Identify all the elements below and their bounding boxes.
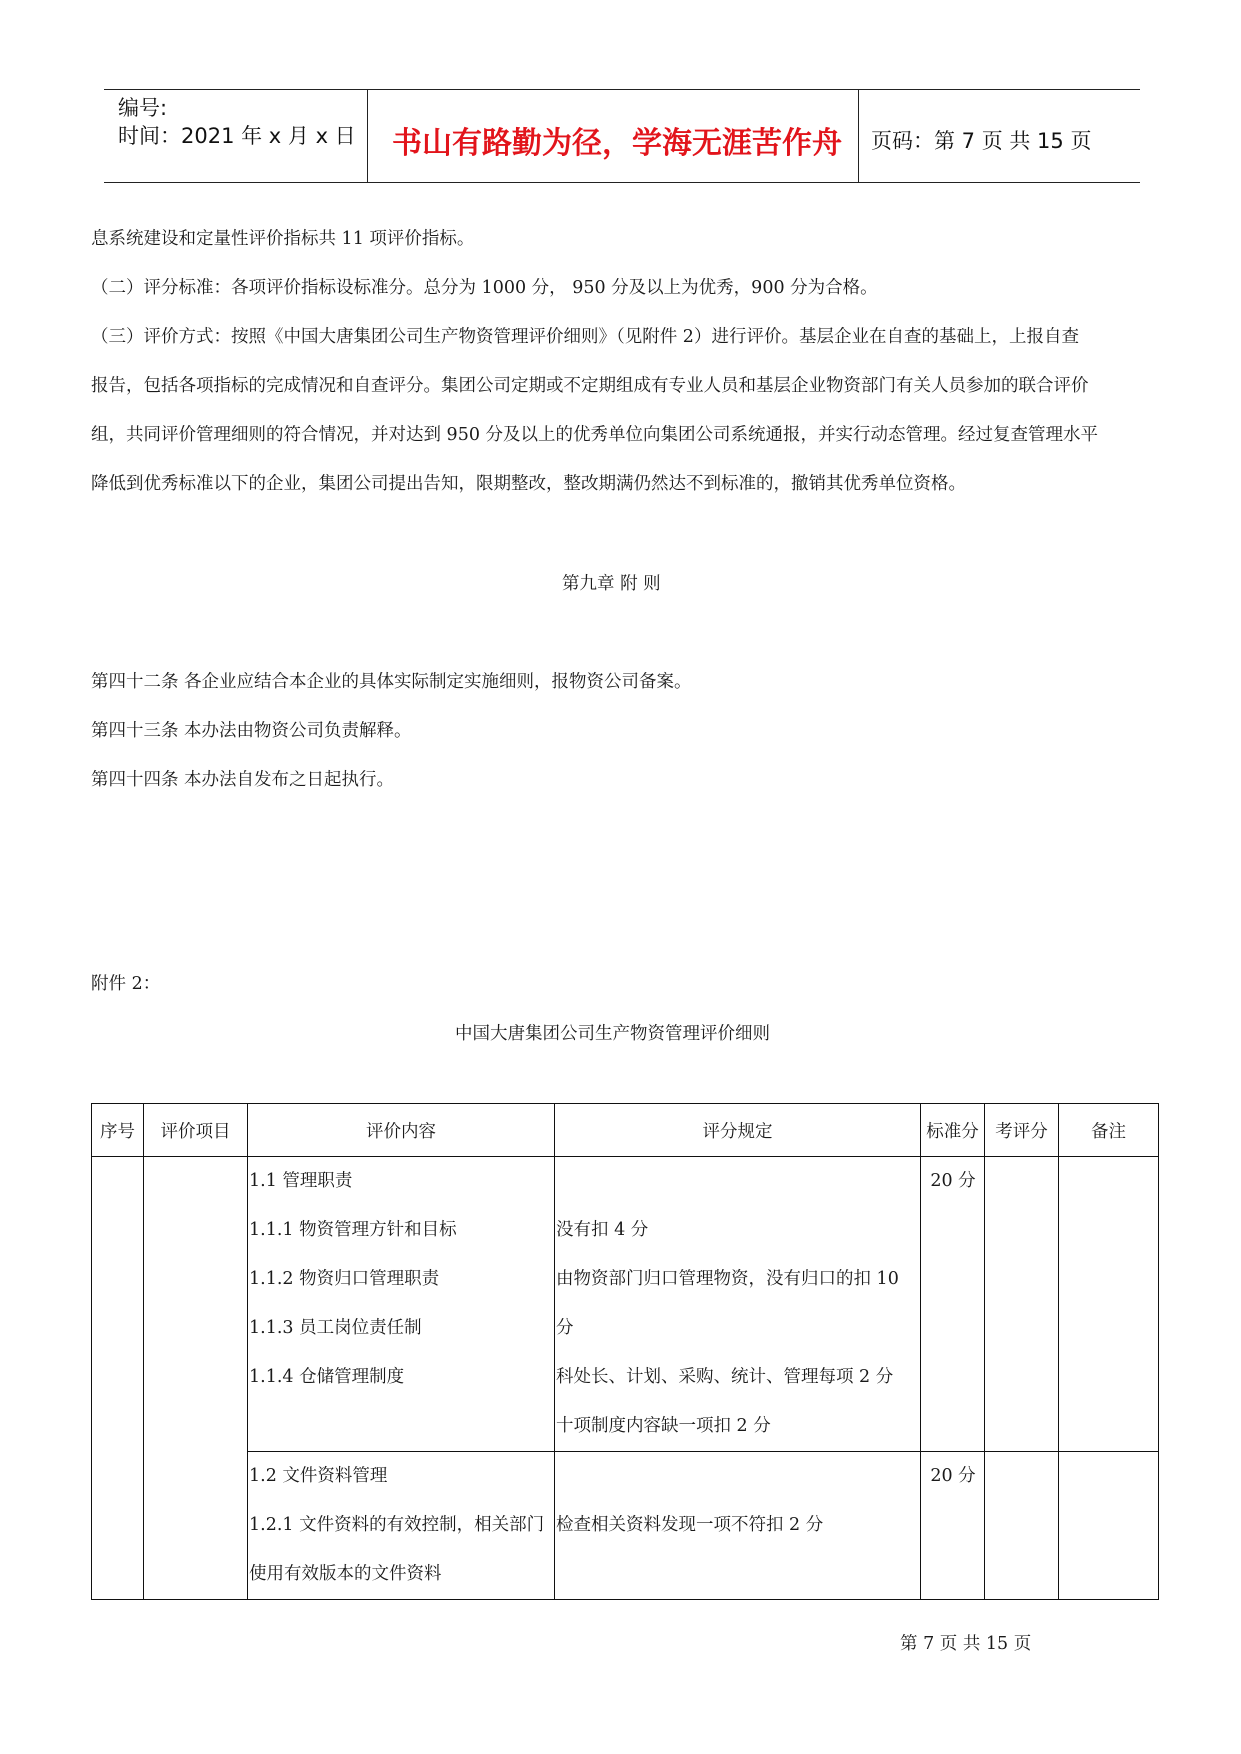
rule-line: 科处长、计划、采购、统计、管理每项 2 分 [556,1367,894,1387]
table-row [92,1452,1159,1600]
rule-line [555,1550,920,1599]
cell-assessed-score [985,1452,1059,1600]
header-bottom-rule [104,182,1140,183]
col-header-index: 序号 [92,1104,144,1157]
content-line: 1.2 文件资料管理 [249,1466,388,1486]
rule-line [555,1157,920,1206]
rule-line: 由物资部门归口管理物资，没有归口的扣 10 [556,1269,899,1289]
cell-content [248,1157,555,1452]
rule-line [555,1452,920,1501]
cell-standard-score [921,1157,985,1452]
content-line [248,1402,554,1451]
content-line: 1.1 管理职责 [249,1171,353,1191]
footer-page-number: 第 7 页 共 15 页 [900,1634,1032,1654]
table-header-row [92,1104,1159,1157]
header-divider-left [367,89,368,183]
cell-standard-score [921,1452,985,1600]
header-motto: 书山有路勤为径，学海无涯苦作舟 [392,126,842,161]
col-header-item: 评价项目 [144,1104,248,1157]
article-43: 第四十三条 本办法由物资公司负责解释。 [91,721,412,741]
paragraph-line: 降低到优秀标准以下的企业，集团公司提出告知，限期整改，整改期满仍然达不到标准的，撤销其优秀单位资格。 [91,474,966,494]
rule-line: 没有扣 4 分 [556,1220,649,1240]
paragraph-intro: 息系统建设和定量性评价指标共 11 项评价指标。 [91,229,475,249]
standard-score: 20 分 [930,1171,976,1191]
paragraph-scoring-standard: （二）评分标准：各项评价指标设标准分。总分为 1000 分， 950 分及以上为优秀，900 分为合格。 [91,278,878,298]
rule-line: 十项制度内容缺一项扣 2 分 [556,1416,771,1436]
attachment-label: 附件 2： [91,974,161,994]
paragraph-line: 组，共同评价管理细则的符合情况，并对达到 950 分及以上的优秀单位向集团公司系统通报，并实行动态管理。经过复查管理水平 [91,425,1099,445]
cell-remarks [1059,1452,1159,1600]
content-line: 1.1.1 物资管理方针和目标 [249,1220,457,1240]
content-line: 1.1.4 仓储管理制度 [249,1367,405,1387]
chapter-title: 第九章 附 则 [562,574,661,594]
standard-score: 20 分 [930,1466,976,1486]
paragraph-line: 报告，包括各项指标的完成情况和自查评分。集团公司定期或不定期组成有专业人员和基层企业物资部门有关人员参加的联合评价 [91,376,1089,396]
cell-index [92,1157,144,1600]
col-header-remarks: 备注 [1059,1104,1159,1157]
header-page-label: 页码：第 7 页 共 15 页 [871,129,1092,153]
article-44: 第四十四条 本办法自发布之日起执行。 [91,770,395,790]
header-serial-label: 编号: [118,96,168,120]
rule-line: 分 [556,1318,574,1338]
header-top-rule [104,89,1140,90]
header-divider-right [858,89,859,183]
cell-item [144,1157,248,1600]
attachment-title: 中国大唐集团公司生产物资管理评价细则 [455,1024,770,1044]
col-header-standard-score: 标准分 [921,1104,985,1157]
col-header-content: 评价内容 [248,1104,555,1157]
table-row [92,1157,1159,1452]
rule-line: 检查相关资料发现一项不符扣 2 分 [556,1515,824,1535]
content-line: 1.1.2 物资归口管理职责 [249,1269,440,1289]
col-header-rules: 评分规定 [555,1104,921,1157]
cell-rules [555,1452,921,1600]
content-line: 1.2.1 文件资料的有效控制，相关部门 [249,1515,545,1535]
evaluation-table [91,1103,1159,1600]
content-line: 1.1.3 员工岗位责任制 [249,1318,422,1338]
content-line: 使用有效版本的文件资料 [249,1564,442,1584]
cell-assessed-score [985,1157,1059,1452]
cell-remarks [1059,1157,1159,1452]
header-time-label: 时间：2021 年 x 月 x 日 [118,124,356,148]
article-42: 第四十二条 各企业应结合本企业的具体实际制定实施细则，报物资公司备案。 [91,672,692,692]
col-header-assessed-score: 考评分 [985,1104,1059,1157]
cell-rules [555,1157,921,1452]
cell-content [248,1452,555,1600]
paragraph-line: （三）评价方式：按照《中国大唐集团公司生产物资管理评价细则》（见附件 2）进行评价。基层企业在自查的基础上，上报自查 [91,327,1079,347]
